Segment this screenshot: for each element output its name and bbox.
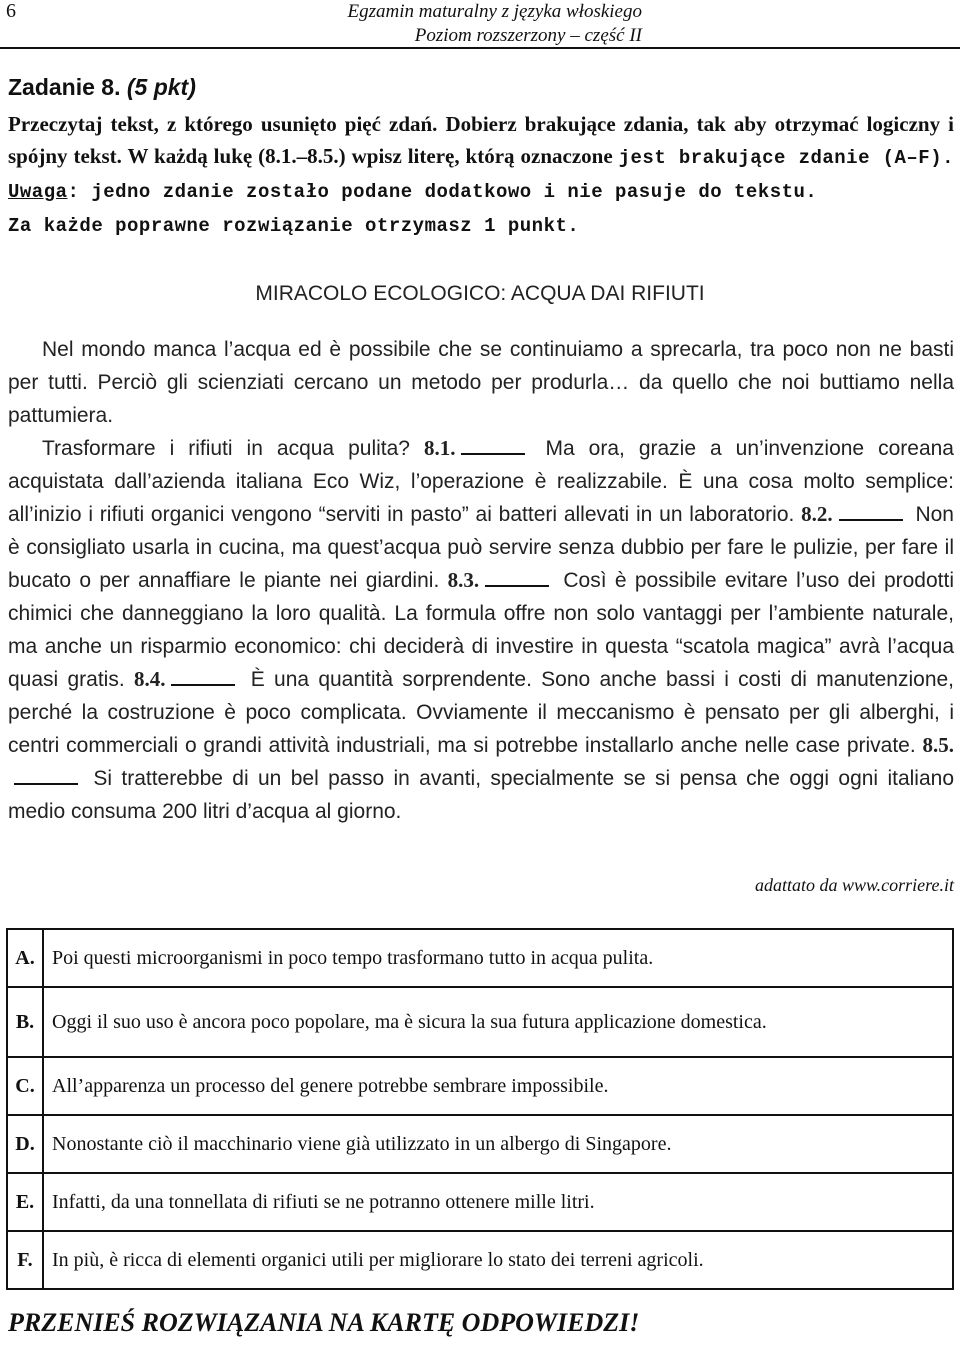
gap-blank-8-4[interactable] xyxy=(171,666,235,686)
task-name: Zadanie 8. xyxy=(8,74,121,100)
option-letter: D. xyxy=(7,1115,43,1173)
exam-title-line1: Egzamin maturalny z języka włoskiego xyxy=(347,1,642,22)
task-points: (5 pkt) xyxy=(126,74,196,100)
article-text: Ma ora, grazie a un’invenzione coreana acquistata dall’azienda italiana Eco Wiz, l’operazione è realizzabile. È una cosa molto semplice: all’inizio i rifiuti organici vengono “serviti in pasto” ai batteri allevati in un laboratorio. xyxy=(8,437,954,526)
article-source: adattato da www.corriere.it xyxy=(754,875,954,895)
task-instructions xyxy=(8,108,954,242)
gap-blank-8-2[interactable] xyxy=(839,501,903,521)
article-body xyxy=(8,333,954,828)
option-letter: B. xyxy=(7,987,43,1057)
page-header xyxy=(0,0,960,48)
option-row xyxy=(7,1057,953,1115)
note-label: Uwaga xyxy=(8,181,68,203)
option-text: Poi questi microorganismi in poco tempo trasformano tutto in acqua pulita. xyxy=(43,929,953,987)
article-text: È una quantità sorprendente. Sono anche bassi i costi di manutenzione, perché la costruzione è poco complicata. Ovviamente il meccanismo è pensato per gli alberghi, i centri commerciali o grandi attività industriali, ma si potrebbe installarlo anche nelle case private. xyxy=(8,668,955,757)
gap-blank-8-5[interactable] xyxy=(14,765,78,785)
header-rule xyxy=(0,47,960,49)
article-text: Si tratterebbe di un bel passo in avanti, specialmente se si pensa che oggi ogni italiano medio consuma 200 litri d’acqua al giorno. xyxy=(8,767,954,823)
gap-blank-8-3[interactable] xyxy=(485,567,549,587)
article-text: Non è consigliato usarla in cucina, ma quest’acqua può servire senza dubbio per fare le pulizie, per fare il bucato o per annaffiare le piante nei giardini. xyxy=(8,503,954,592)
exam-title-line2: Poziom rozszerzony – część II xyxy=(414,25,642,46)
article-paragraph-2 xyxy=(8,432,954,828)
option-row xyxy=(7,987,953,1057)
gap-label-8-1: 8.1. xyxy=(423,436,456,460)
option-row xyxy=(7,1115,953,1173)
option-row xyxy=(7,1231,953,1289)
gap-label-8-3: 8.3. xyxy=(447,568,480,592)
footer-instruction: PRZENIEŚ ROZWIĄZANIA NA KARTĘ ODPOWIEDZI! xyxy=(8,1308,640,1337)
article-text: Così è possibile evitare l’uso dei prodotti chimici che danneggiano la loro qualità. La formula offre non solo vantaggi per l’ambiente naturale, ma anche un risparmio economico: chi deciderà di investire in questa “scatola magica” avrà l’acqua quasi gratis. xyxy=(8,569,954,691)
option-letter: E. xyxy=(7,1173,43,1231)
options-table xyxy=(6,928,954,1290)
option-letter: A. xyxy=(7,929,43,987)
exam-title xyxy=(348,0,642,48)
note-text: : jedno zdanie zostało podane dodatkowo i nie pasuje do tekstu. xyxy=(67,181,818,203)
task-title xyxy=(8,74,196,101)
gap-label-8-4: 8.4. xyxy=(133,667,166,691)
article-paragraph-1: Nel mondo manca l’acqua ed è possibile che se continuiamo a sprecarla, tra poco non ne basti per tutti. Perciò gli scienziati cercano un metodo per produrla… da quello che noi buttiamo nella pattumiera. xyxy=(8,338,954,427)
instruction-text-2: jest brakujące zdanie (A–F). xyxy=(618,147,954,169)
option-letter: F. xyxy=(7,1231,43,1289)
gap-label-8-5: 8.5. xyxy=(922,733,954,757)
option-text: All’apparenza un processo del genere potrebbe sembrare impossibile. xyxy=(43,1057,953,1115)
gap-label-8-2: 8.2. xyxy=(801,502,833,526)
option-row xyxy=(7,1173,953,1231)
option-letter: C. xyxy=(7,1057,43,1115)
page-number: 6 xyxy=(6,0,16,22)
option-text: Nonostante ciò il macchinario viene già utilizzato in un albergo di Singapore. xyxy=(43,1115,953,1173)
article-text: Trasformare i rifiuti in acqua pulita? xyxy=(42,437,410,460)
scoring-text: Za każde poprawne rozwiązanie otrzymasz 1 punkt. xyxy=(8,215,580,237)
option-text: In più, è ricca di elementi organici utili per migliorare lo stato dei terreni agricoli. xyxy=(43,1231,953,1289)
option-row xyxy=(7,929,953,987)
article-title: MIRACOLO ECOLOGICO: ACQUA DAI RIFIUTI xyxy=(255,282,705,305)
gap-blank-8-1[interactable] xyxy=(461,435,525,455)
option-text: Oggi il suo uso è ancora poco popolare, ma è sicura la sua futura applicazione domestica. xyxy=(43,987,953,1057)
option-text: Infatti, da una tonnellata di rifiuti se ne potranno ottenere mille litri. xyxy=(43,1173,953,1231)
instruction-text: Przeczytaj tekst, z którego usunięto pięć zdań. Dobierz brakujące zdania, tak aby otrzymać logiczny i spójny tekst. W każdą lukę (8.1.–8.5.) wpisz literę, którą oznaczone xyxy=(8,112,954,168)
